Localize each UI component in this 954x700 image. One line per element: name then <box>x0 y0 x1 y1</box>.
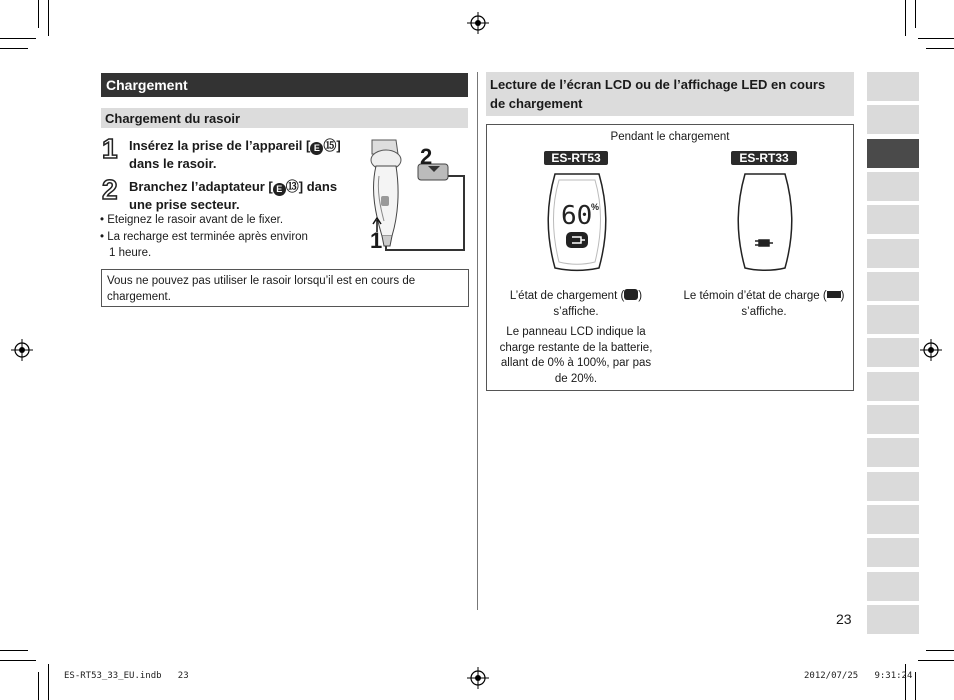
language-tab-label: TR <box>859 605 869 618</box>
language-tab-sk[interactable] <box>859 505 919 534</box>
language-tab-e[interactable] <box>859 239 919 268</box>
model-tag-es-rt33: ES-RT33 <box>731 151 797 165</box>
section-title-lcd: Lecture de l’écran LCD ou de l’affichage LED en cours de chargement <box>486 72 854 116</box>
language-tab-label: NL <box>859 206 869 219</box>
step-number-1: 1 <box>102 133 118 164</box>
registration-mark-left <box>11 339 33 361</box>
language-tab-label: I <box>859 182 869 185</box>
language-tab-h[interactable] <box>859 538 919 567</box>
language-tab-cz[interactable] <box>859 472 919 501</box>
language-tab-n[interactable] <box>859 338 919 367</box>
subsection-title: Chargement du rasoir <box>101 108 468 128</box>
language-tab-label: S <box>859 378 869 385</box>
shaver-charging-illustration <box>368 136 468 254</box>
plug-icon <box>827 291 841 298</box>
language-tab-label: D <box>859 111 869 119</box>
language-tab-s[interactable] <box>859 372 919 401</box>
page-number: 23 <box>836 611 852 627</box>
language-tab-label: GB <box>859 71 869 85</box>
model-tag-es-rt53: ES-RT53 <box>544 151 608 165</box>
caption-es-rt53-detail: Le panneau LCD indique la charge restante de la batterie, allant de 0% à 100%, par pas de 20%. <box>499 326 653 385</box>
language-tab-label: SK <box>859 505 869 518</box>
step-1-text: Insérez la prise de l’appareil [ E ⑮] dans le rasoir. <box>129 138 341 171</box>
lcd-percentage-text: 60 <box>561 201 593 231</box>
language-tab-label: PL <box>859 439 869 452</box>
caption-es-rt53: L’état de chargement ( ) s’affiche. <box>509 290 643 318</box>
e-badge-icon: E <box>310 142 323 155</box>
bullet-2: • La recharge est terminée après environ <box>100 231 308 243</box>
language-tab-label: E <box>859 245 869 252</box>
column-divider <box>477 72 478 610</box>
box-heading: Pendant le chargement <box>610 131 730 143</box>
language-tab-label: DK <box>859 271 869 285</box>
language-tab-pl[interactable] <box>859 438 919 467</box>
language-tab-ro[interactable] <box>859 571 919 601</box>
language-tab-p[interactable] <box>859 305 919 334</box>
language-tab-gb[interactable] <box>859 71 919 101</box>
footer-file-info: ES-RT53_33_EU.indb 23 <box>64 671 189 681</box>
lcd-display-illustration <box>545 172 609 272</box>
bullet-1: • Eteignez le rasoir avant de le fixer. <box>100 214 284 226</box>
language-tab-nl[interactable] <box>859 205 919 234</box>
language-tab-label: F <box>859 146 869 152</box>
registration-mark-top <box>467 12 489 34</box>
registration-mark-bottom <box>467 667 489 689</box>
figure-label-2: 2 <box>420 144 433 169</box>
caption-es-rt33: Le témoin d’état de charge ( ) s’affiche. <box>683 290 845 318</box>
language-tab-tr[interactable] <box>859 605 919 634</box>
language-tab-f[interactable] <box>859 139 919 168</box>
step-number-2: 2 <box>102 174 118 205</box>
language-tab-label: RO <box>859 571 869 585</box>
charge-status-icon <box>624 289 638 300</box>
bullet-2-cont: 1 heure. <box>109 247 152 259</box>
led-display-illustration <box>735 172 795 272</box>
registration-mark-right <box>920 339 942 361</box>
step-2-text: Branchez l’adaptateur [ E ⑬] dans une prise secteur. <box>129 179 338 212</box>
section-title-chargement: Chargement <box>101 73 468 97</box>
language-tab-label: FIN <box>859 403 869 418</box>
language-tab-i[interactable] <box>859 172 919 201</box>
language-tab-d[interactable] <box>859 105 919 134</box>
lcd-unit-text: % <box>591 202 600 212</box>
language-tab-dk[interactable] <box>859 271 919 301</box>
figure-label-1: 1 <box>370 228 383 253</box>
footer-timestamp: 2012/07/25 9:31:24 <box>804 671 913 681</box>
note-box: Vous ne pouvez pas utiliser le rasoir lorsqu’il est en cours de chargement. <box>101 269 469 307</box>
language-tab-label: CZ <box>859 472 869 485</box>
e-badge-icon: E <box>273 183 286 196</box>
language-tab-label: P <box>859 312 869 319</box>
language-tab-label: N <box>859 344 869 352</box>
language-tab-label: H <box>859 544 869 552</box>
language-tab-fin[interactable] <box>859 403 919 434</box>
